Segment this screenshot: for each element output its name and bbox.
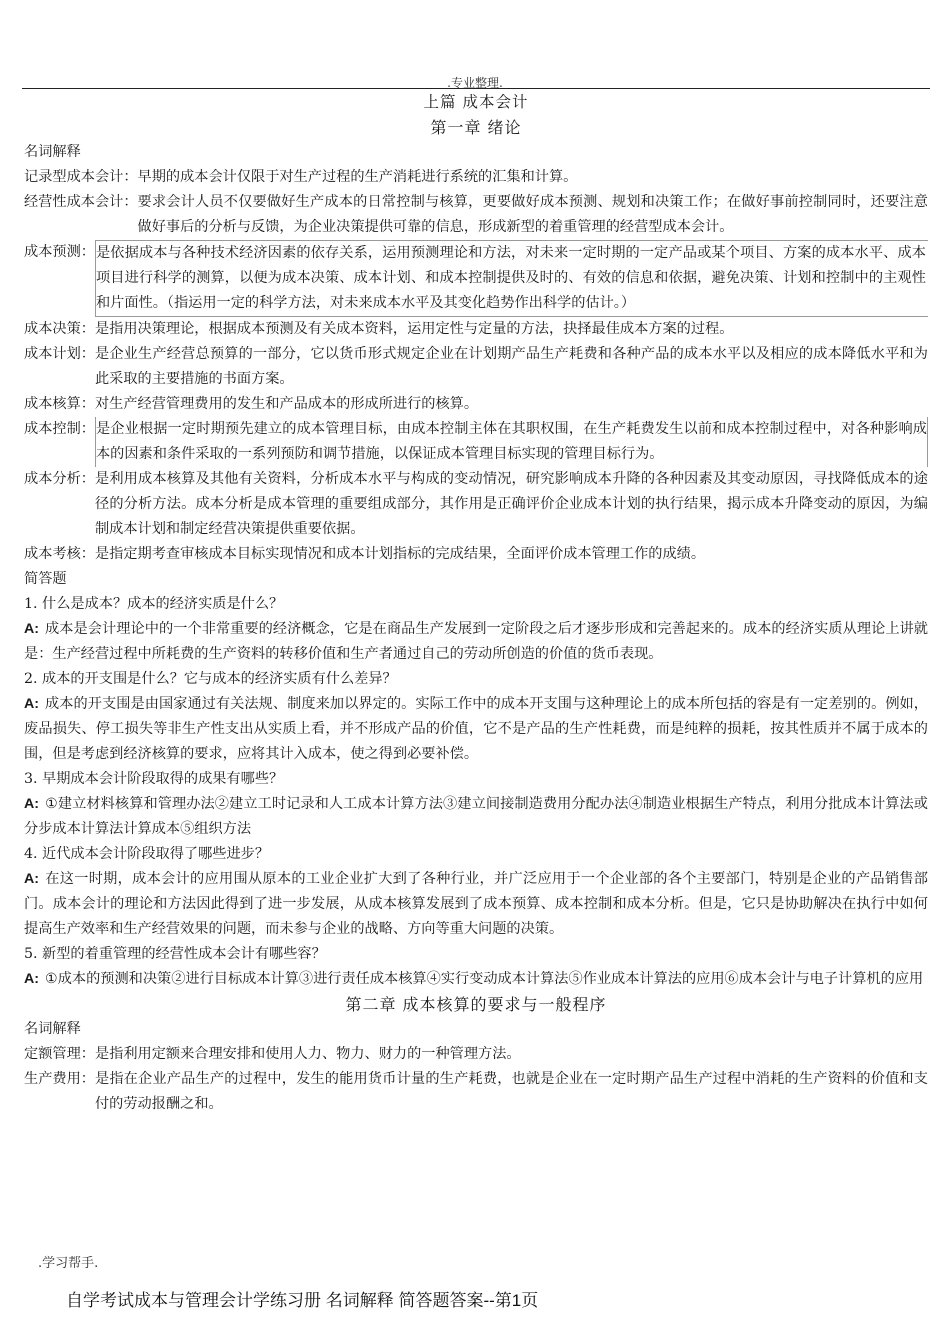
answer-2 [24, 692, 928, 767]
answer-text: ①成本的预测和决策②进行目标成本计算③进行责任成本核算④实行变动成本计算法⑤作业成本计算法的应用⑥成本会计与电子计算机的应用 [44, 971, 924, 987]
header-note: .专业整理. [447, 76, 503, 90]
answer-text: ①建立材料核算和管理办法②建立工时记录和人工成本计算方法③建立间接制造费用分配办法④制造业根据生产特点，利用分批成本计算法或分步成本计算法计算成本⑤组织方法 [24, 796, 928, 837]
question-3: 3. 早期成本会计阶段取得的成果有哪些？ [24, 771, 284, 787]
definition-body: 要求会计人员不仅要做好生产成本的日常控制与核算，更要做好成本预测、规划和决策工作；在做好事前控制同时，还要注意做好事后的分析与反馈，为企业决策提供可靠的信息，形成新型的着重管理的经营型成本会计。 [137, 194, 928, 235]
definition-term: 成本分析： [24, 471, 95, 487]
definition-quota-management [24, 1042, 928, 1067]
part-title: 上篇 成本会计 [423, 93, 529, 111]
question-5: 5. 新型的着重管理的经营性成本会计有哪些容？ [24, 946, 326, 962]
definition-body: 是指用决策理论，根据成本预测及有关成本资料，运用定性与定量的方法，抉择最佳成本方案的过程。 [94, 321, 734, 337]
answer-text: 成本是会计理论中的一个非常重要的经济概念，它是在商品生产发展到一定阶段之后才逐步形成和完善起来的。成本的经济实质从理论上讲就是：生产经营过程中所耗费的生产资料的转移价值和生产者通过自己的劳动所创造的价值的货币表现。 [24, 621, 928, 662]
definition-term: 成本计划： [24, 346, 95, 362]
definition-term: 记录型成本会计： [24, 169, 138, 185]
footer-title: 自学考试成本与管理会计学练习册 名词解释 简答题答案--第1页 [66, 1291, 539, 1310]
answer-4 [24, 867, 928, 942]
definition-production-expense [24, 1067, 928, 1117]
answer-label: A: [24, 621, 39, 637]
definition-cost-assessment [24, 542, 928, 567]
definition-term: 成本核算： [24, 396, 95, 412]
definition-body: 是指定期考查审核成本目标实现情况和成本计划指标的完成结果，全面评价成本管理工作的成绩。 [94, 546, 706, 562]
definition-body: 是指利用定额来合理安排和使用人力、物力、财力的一种管理方法。 [94, 1046, 521, 1062]
definition-body: 是企业根据一定时期预先建立的成本管理目标，由成本控制主体在其职权围，在生产耗费发生以前和成本控制过程中，对各种影响成本的因素和条件采取的一系列预防和调节措施，以保证成本管理目标实现的管理目标行为。 [95, 417, 928, 467]
definition-cost-plan [24, 342, 928, 392]
definition-body: 是企业生产经营总预算的一部分，它以货币形式规定企业在计划期产品生产耗费和各种产品的成本水平以及相应的成本降低水平和为此采取的主要措施的书面方案。 [94, 346, 928, 387]
definition-term: 成本决策： [24, 321, 95, 337]
question-4: 4. 近代成本会计阶段取得了哪些进步？ [24, 846, 270, 862]
definition-body: 是指在企业产品生产的过程中，发生的能用货币计量的生产耗费，也就是企业在一定时期产品生产过程中消耗的生产资料的价值和支付的劳动报酬之和。 [94, 1071, 928, 1112]
definition-body: 早期的成本会计仅限于对生产过程的生产消耗进行系统的汇集和计算。 [137, 169, 578, 185]
definition-term: 生产费用： [24, 1071, 95, 1087]
definition-term: 成本控制： [24, 421, 95, 437]
definition-cost-decision [24, 317, 928, 342]
question-1: 1. 什么是成本？成本的经济实质是什么？ [24, 596, 284, 612]
ch1-qa-label: 简答题 [24, 571, 67, 587]
question-2: 2. 成本的开支围是什么？它与成本的经济实质有什么差异？ [24, 671, 397, 687]
chapter-2-title: 第二章 成本核算的要求与一般程序 [345, 995, 607, 1014]
footer-note: .学习帮手. [38, 1256, 99, 1271]
definition-term: 成本考核： [24, 546, 95, 562]
definition-cost-analysis [24, 467, 928, 542]
ch1-terms-label: 名词解释 [24, 144, 81, 160]
header-divider [22, 88, 930, 89]
definition-body: 是依据成本与各种技术经济因素的依存关系，运用预测理论和方法，对未来一定时期的一定产品或某个项目、方案的成本水平、成本项目进行科学的测算，以便为成本决策、成本计划、和成本控制提供及时的、有效的信息和依据，避免决策、计划和控制中的主观性和片面性。（指运用一定的科学方法，对未来成本水平及其变化趋势作出科学的估计。） [95, 240, 928, 317]
chapter-1-title: 第一章 绪论 [430, 118, 522, 137]
definition-recording-cost-accounting [24, 165, 928, 190]
answer-label: A: [24, 971, 39, 987]
answer-text: 在这一时期，成本会计的应用围从原本的工业企业扩大到了各种行业，并广泛应用于一个企业部的各个主要部门，特别是企业的产品销售部门。成本会计的理论和方法因此得到了进一步发展，从成本核算发展到了成本预算、成本控制和成本分析。但是，它只是协助解决在执行中如何提高生产效率和生产经营效果的问题，而未参与企业的战略、方向等重大问题的决策。 [24, 871, 928, 937]
document-body [24, 90, 928, 1117]
answer-1 [24, 617, 928, 667]
definition-body: 对生产经营管理费用的发生和产品成本的形成所进行的核算。 [94, 396, 479, 412]
answer-label: A: [24, 696, 39, 712]
definition-cost-accounting [24, 392, 928, 417]
definition-cost-control [24, 417, 928, 467]
answer-label: A: [24, 796, 39, 812]
definition-term: 定额管理： [24, 1046, 95, 1062]
answer-label: A: [24, 871, 39, 887]
definition-operational-cost-accounting [24, 190, 928, 240]
answer-3 [24, 792, 928, 842]
definition-body: 是利用成本核算及其他有关资料，分析成本水平与构成的变动情况，研究影响成本升降的各种因素及其变动原因，寻找降低成本的途径的分析方法。成本分析是成本管理的重要组成部分，其作用是正确评价企业成本计划的执行结果，揭示成本升降变动的原因，为编制成本计划和制定经营决策提供重要依据。 [94, 471, 928, 537]
answer-text: 成本的开支围是由国家通过有关法规、制度来加以界定的。实际工作中的成本开支围与这种理论上的成本所包括的容是有一定差别的。例如，废品损失、停工损失等非生产性支出从实质上看，并不形成产品的价值，它不是产品的生产性耗费，而是纯粹的损耗，按其性质并不属于成本的围，但是考虑到经济核算的要求，应将其计入成本，使之得到必要补偿。 [24, 696, 928, 762]
ch2-terms-label: 名词解释 [24, 1021, 81, 1037]
definition-cost-forecast [24, 240, 928, 317]
definition-term: 成本预测： [24, 244, 95, 260]
definition-term: 经营性成本会计： [24, 194, 138, 210]
answer-5 [24, 967, 928, 992]
